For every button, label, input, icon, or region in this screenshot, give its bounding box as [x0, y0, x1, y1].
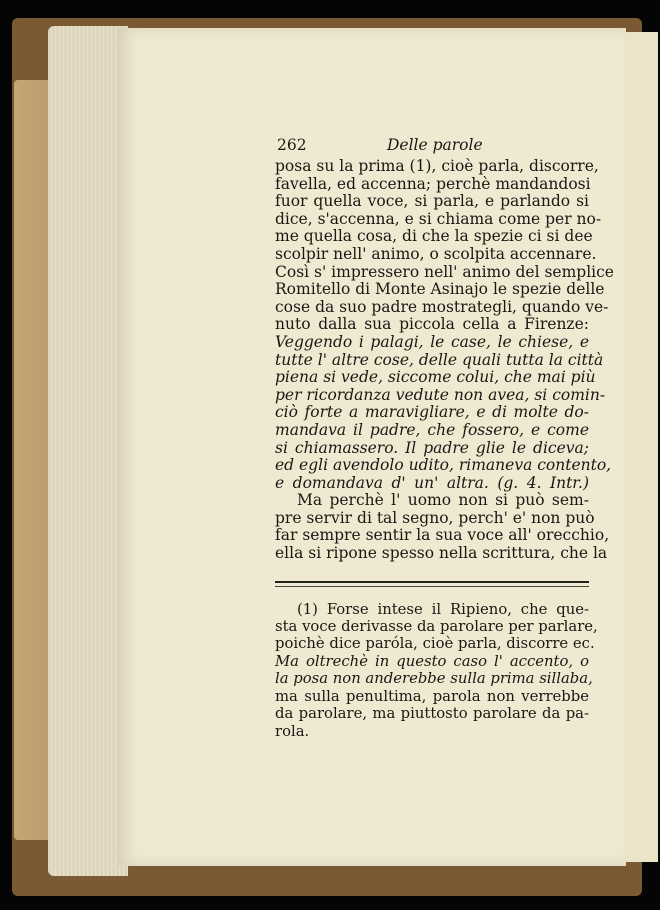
body-line: far sempre sentir la sua voce all' orecchio,: [275, 526, 610, 545]
footnote-line: la posa non anderebbe sulla prima sillaba,: [275, 670, 593, 688]
body-line: cose da suo padre mostrategli, quando ve-: [275, 297, 609, 316]
quote-line: si chiamassero. Il padre glie le diceva;: [275, 438, 589, 457]
footnote-line: rola.: [275, 722, 310, 740]
quote-line: tutte l' altre cose, delle quali tutta la città: [275, 350, 604, 369]
body-line: scolpir nell' animo, o scolpita accennare.: [275, 244, 597, 263]
text-block: [275, 136, 614, 740]
body-line: Romitello di Monte Asinajo le spezie delle: [275, 280, 605, 299]
page-number: 262: [277, 136, 307, 154]
footnote-line: da parolare, ma piuttosto parolare da pa-: [275, 705, 589, 723]
footnote-line: ma sulla penultima, parola non verrebbe: [275, 687, 589, 705]
quote-line: Veggendo i palagi, le case, le chiese, e: [275, 332, 589, 351]
page-stack: [48, 26, 128, 876]
body-line: Così s' impressero nell' animo del semplice: [275, 262, 614, 281]
body-line: Ma perchè l' uomo non si può sem-: [297, 491, 589, 510]
footnote-line: sta voce derivasse da parolare per parlare,: [275, 618, 598, 636]
page-header: [275, 136, 589, 158]
body-line: me quella cosa, di che la spezie ci si dee: [275, 227, 593, 246]
body-text: [275, 157, 614, 563]
footnote-line: poichè dice paróla, cioè parla, discorre ec.: [275, 635, 595, 653]
footnote: [275, 600, 598, 740]
quote-line: ciò forte a maravigliare, e di molte do-: [275, 403, 589, 422]
footnote-rule: [275, 581, 589, 587]
body-line: posa su la prima (1), cioè parla, discorre,: [275, 157, 599, 175]
running-head: Delle parole: [387, 136, 483, 154]
quote-line: piena si vede, siccome colui, che mai più: [275, 368, 596, 387]
body-line: pre servir di tal segno, perch' e' non può: [275, 508, 595, 527]
body-line: nuto dalla sua piccola cella a Firenze:: [275, 315, 589, 334]
quote-line: ed egli avendolo udito, rimaneva contento,: [275, 456, 612, 475]
quote-line: e domandava d' un' altra. (g. 4. Intr.): [275, 473, 589, 492]
body-line: fuor quella voce, si parla, e parlando si: [275, 192, 589, 211]
facing-page-edge: [622, 32, 658, 862]
body-line: dice, s'accenna, e si chiama come per no-: [275, 209, 602, 228]
body-line: favella, ed accenna; perchè mandandosi: [275, 174, 591, 193]
quote-line: per ricordanza vedute non avea, si comin-: [275, 385, 606, 404]
body-line: ella si ripone spesso nella scrittura, che la: [275, 544, 608, 563]
quote-line: mandava il padre, che fossero, e come: [275, 420, 589, 439]
footnote-line: Ma oltrechè in questo caso l' accento, o: [275, 652, 589, 670]
footnote-line: (1) Forse intese il Ripieno, che que-: [297, 600, 589, 618]
